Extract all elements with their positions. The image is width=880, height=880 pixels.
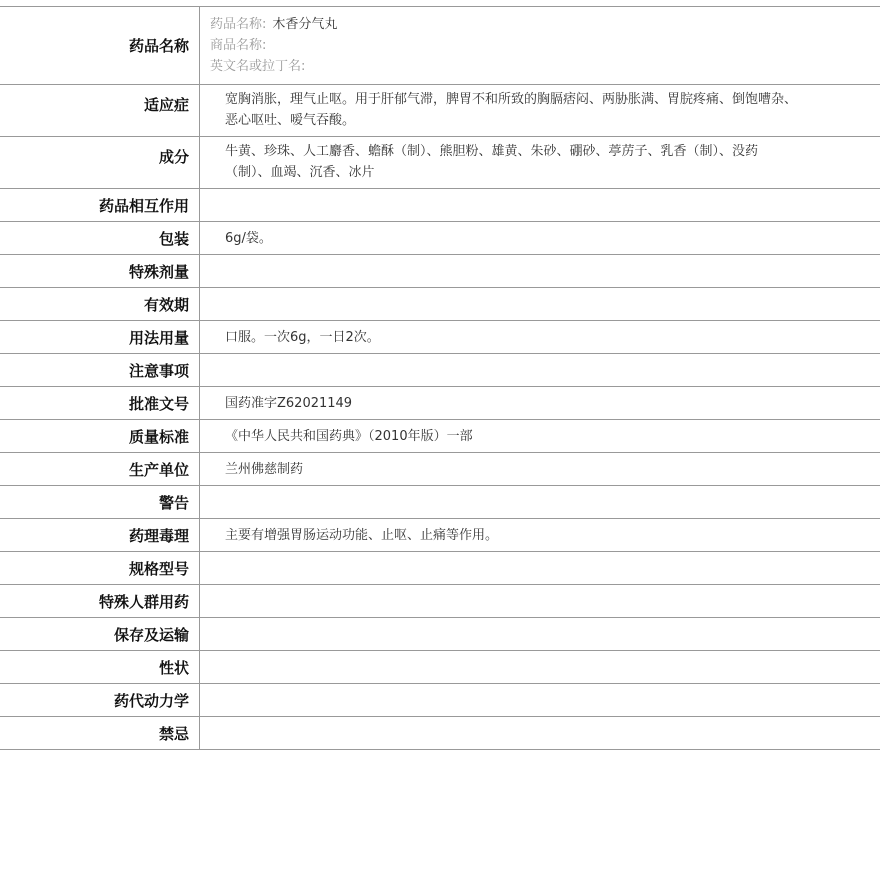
table-row-storage (0, 618, 880, 651)
table-row-description (0, 651, 880, 684)
row-value-description (200, 651, 880, 683)
table-row-interactions (0, 189, 880, 222)
row-label-storage: 保存及运输 (0, 618, 200, 650)
row-label-precautions: 注意事项 (0, 354, 200, 386)
table-row-pharmacokinetics (0, 684, 880, 717)
row-value-manufacturer: 兰州佛慈制药 (225, 461, 304, 477)
table-row-special-populations (0, 585, 880, 618)
row-value-ingredients: 牛黄、珍珠、人工麝香、蟾酥（制）、熊胆粉、雄黄、朱砂、硼砂、葶苈子、乳香（制）、没药（制）、血竭、沉香、冰片 (225, 144, 759, 180)
table-row-contraindications (0, 717, 880, 750)
table-row-manufacturer (0, 453, 880, 486)
row-label-dosage: 用法用量 (0, 321, 200, 353)
row-value-specification (200, 552, 880, 584)
table-row-warning (0, 486, 880, 519)
row-value-pharmacology: 主要有增强胃肠运动功能、止呕、止痛等作用。 (225, 527, 499, 543)
row-label-shelf-life: 有效期 (0, 288, 200, 320)
row-label-specification: 规格型号 (0, 552, 200, 584)
row-value-pharmacokinetics (200, 684, 880, 716)
row-label-quality-standard: 质量标准 (0, 420, 200, 452)
table-row-packaging (0, 222, 880, 255)
table-row-specification (0, 552, 880, 585)
row-value-warning (200, 486, 880, 518)
row-label-approval-number: 批准文号 (0, 387, 200, 419)
table-row-pharmacology (0, 519, 880, 552)
row-value-interactions (200, 189, 880, 221)
row-label-packaging: 包装 (0, 222, 200, 254)
table-row-indications (0, 85, 880, 137)
row-label-warning: 警告 (0, 486, 200, 518)
row-value-storage (200, 618, 880, 650)
row-value-quality-standard: 《中华人民共和国药典》（2010年版）一部 (225, 428, 473, 444)
row-value-special-dosage (200, 255, 880, 287)
latin-name-key: 英文名或拉丁名: (210, 59, 306, 74)
generic-name-line (210, 14, 337, 35)
row-label-interactions: 药品相互作用 (0, 189, 200, 221)
generic-name-value: 木香分气丸 (272, 17, 338, 32)
row-label-indications: 适应症 (0, 85, 200, 136)
row-value-indications: 宽胸消胀，理气止呕。用于肝郁气滞，脾胃不和所致的胸膈痞闷、两胁胀满、胃脘疼痛、倒饱嘈杂、恶心呕吐、嗳气吞酸。 (225, 92, 798, 128)
latin-name-line (210, 56, 311, 77)
table-row-drug-name (0, 7, 880, 85)
table-row-approval-number (0, 387, 880, 420)
row-label-special-dosage: 特殊剂量 (0, 255, 200, 287)
row-label-pharmacokinetics: 药代动力学 (0, 684, 200, 716)
trade-name-line (210, 35, 272, 56)
table-row-dosage (0, 321, 880, 354)
generic-name-key: 药品名称: (210, 17, 267, 32)
row-value-precautions (200, 354, 880, 386)
row-value-contraindications (200, 717, 880, 749)
row-value-dosage: 口服。一次6g，一日2次。 (225, 329, 380, 345)
table-row-quality-standard (0, 420, 880, 453)
row-label-ingredients: 成分 (0, 137, 200, 188)
row-label-special-populations: 特殊人群用药 (0, 585, 200, 617)
table-top-border (0, 0, 880, 7)
trade-name-key: 商品名称: (210, 38, 267, 53)
table-row-precautions (0, 354, 880, 387)
drug-names-cell (200, 7, 880, 84)
row-value-approval-number: 国药准字Z62021149 (225, 395, 353, 411)
row-value-shelf-life (200, 288, 880, 320)
row-value-special-populations (200, 585, 880, 617)
row-label-contraindications: 禁忌 (0, 717, 200, 749)
table-row-ingredients (0, 137, 880, 189)
row-value-packaging: 6g/袋。 (225, 230, 272, 246)
table-row-special-dosage (0, 255, 880, 288)
row-label-drug-name: 药品名称 (0, 7, 200, 84)
row-label-pharmacology: 药理毒理 (0, 519, 200, 551)
row-label-description: 性状 (0, 651, 200, 683)
table-row-shelf-life (0, 288, 880, 321)
row-label-manufacturer: 生产单位 (0, 453, 200, 485)
